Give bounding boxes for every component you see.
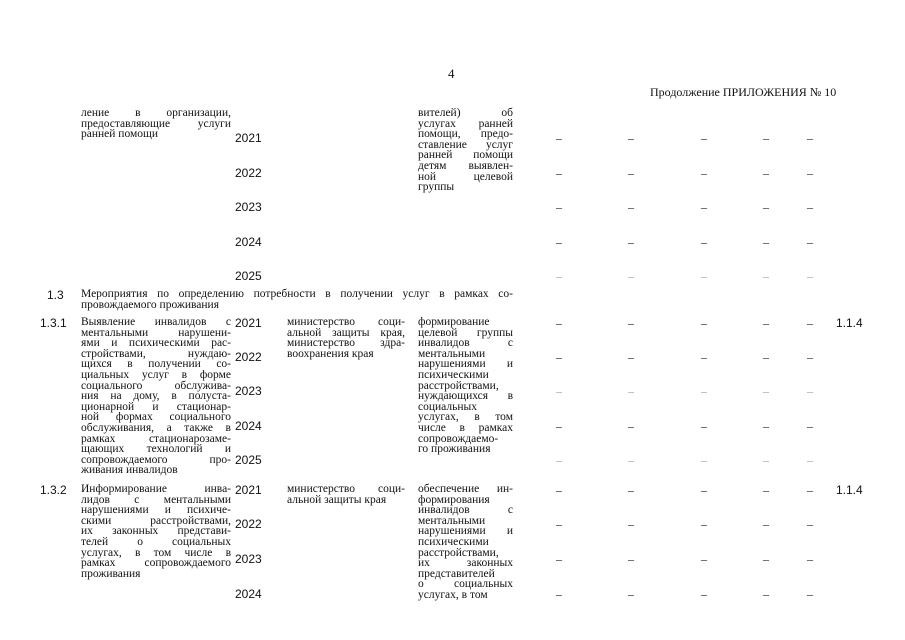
block0-result: ранней помощи xyxy=(418,149,513,162)
row-result: инвалидов с xyxy=(418,337,513,350)
row-executor: министерство здра- xyxy=(287,337,405,350)
row-description: щающих технологий и xyxy=(81,443,231,456)
block0-result: услугах ранней xyxy=(418,117,513,130)
block0-dash: – xyxy=(701,269,707,283)
row-number: 1.3.1 xyxy=(40,316,67,330)
block0-result: ной целевой xyxy=(418,170,513,183)
row-description: услугах, в том числе в xyxy=(81,546,231,559)
row1-dash: – xyxy=(807,419,813,433)
row-description: нарушениями и психиче- xyxy=(81,504,231,517)
row2-dash: – xyxy=(556,587,562,601)
row-executor: альной защиты края, xyxy=(287,326,405,339)
row1-dash: – xyxy=(701,419,707,433)
row2-dash: – xyxy=(556,517,562,531)
row-result: го проживания xyxy=(418,443,491,456)
row-description: их законных представи- xyxy=(81,525,231,538)
row-result: расстройствами, xyxy=(418,379,499,392)
row2-dash: – xyxy=(763,517,769,531)
row-result: нарушениями и xyxy=(418,525,513,538)
year-label: 2024 xyxy=(235,419,262,433)
row-description: ния на дому, в полуста- xyxy=(81,390,231,403)
row-executor: воохранения края xyxy=(287,347,374,360)
row-result: о социальных xyxy=(418,578,513,591)
block0-dash: – xyxy=(628,200,634,214)
row-description: живания инвалидов xyxy=(81,464,178,477)
block0-dash: – xyxy=(628,235,634,249)
year-label: 2021 xyxy=(235,483,262,497)
row1-dash: – xyxy=(701,350,707,364)
row-result: формирование xyxy=(418,316,490,328)
row1-dash: – xyxy=(556,453,562,467)
row-description: ционарной и стационар- xyxy=(81,400,231,413)
row1-dash: – xyxy=(628,384,634,398)
block0-dash: – xyxy=(701,131,707,145)
row1-dash: – xyxy=(628,419,634,433)
block0-dash: – xyxy=(628,166,634,180)
block0-dash: – xyxy=(701,200,707,214)
row2-dash: – xyxy=(701,517,707,531)
row-description: ментальными нарушени- xyxy=(81,326,231,339)
row1-dash: – xyxy=(807,384,813,398)
row-result: услугах, в том xyxy=(418,589,488,601)
row2-dash: – xyxy=(807,517,813,531)
row-executor: министерство соци- xyxy=(287,316,405,328)
year-label: 2022 xyxy=(235,517,262,531)
row1-dash: – xyxy=(763,419,769,433)
block0-description: ление в организации, xyxy=(81,107,231,119)
block0-dash: – xyxy=(763,131,769,145)
indicator-ref: 1.1.4 xyxy=(836,483,863,497)
block0-dash: – xyxy=(556,166,562,180)
block0-result: детям выявлен- xyxy=(418,160,513,172)
row-result: нарушениями и xyxy=(418,358,513,371)
appendix-title: Продолжение ПРИЛОЖЕНИЯ № 10 xyxy=(650,85,837,99)
block0-result: группы xyxy=(418,181,455,194)
block0-dash: – xyxy=(556,200,562,214)
row2-dash: – xyxy=(763,587,769,601)
row1-dash: – xyxy=(701,384,707,398)
year-label: 2023 xyxy=(235,200,262,214)
row-description: скими расстройствами, xyxy=(81,514,231,527)
row-result: услугах, в том xyxy=(418,411,513,424)
row2-dash: – xyxy=(763,483,769,497)
block0-dash: – xyxy=(763,269,769,283)
block0-result: ставление услуг xyxy=(418,138,513,151)
row1-dash: – xyxy=(628,316,634,330)
row2-dash: – xyxy=(807,552,813,566)
row-result: представителей xyxy=(418,567,495,580)
row1-dash: – xyxy=(701,316,707,330)
row-result: обеспечение ин- xyxy=(418,483,513,495)
block0-dash: – xyxy=(701,235,707,249)
year-label: 2021 xyxy=(235,316,262,330)
row-result: их законных xyxy=(418,557,513,570)
row2-dash: – xyxy=(628,483,634,497)
row2-dash: – xyxy=(807,587,813,601)
row1-dash: – xyxy=(556,419,562,433)
block0-dash: – xyxy=(807,235,813,249)
row2-dash: – xyxy=(701,483,707,497)
block0-dash: – xyxy=(628,131,634,145)
section-title: Мероприятия по определению потребности в получении услуг в рамках со- xyxy=(81,288,513,300)
block0-dash: – xyxy=(556,269,562,283)
block0-dash: – xyxy=(807,269,813,283)
block0-result: вителей) об xyxy=(418,107,513,119)
row2-dash: – xyxy=(628,587,634,601)
row-result: сопровождаемо- xyxy=(418,432,499,445)
section-number: 1.3 xyxy=(47,288,64,302)
row-description: социального обслужива- xyxy=(81,379,231,392)
row-description: стройствами, нуждаю- xyxy=(81,347,231,360)
page-number: 4 xyxy=(448,66,455,81)
year-label: 2022 xyxy=(235,166,262,180)
block0-description: ранней помощи xyxy=(81,128,159,141)
row1-dash: – xyxy=(763,453,769,467)
year-label: 2023 xyxy=(235,552,262,566)
row2-dash: – xyxy=(628,517,634,531)
row-description: обслуживания, а также в xyxy=(81,422,231,434)
year-label: 2024 xyxy=(235,587,262,601)
year-label: 2025 xyxy=(235,453,262,467)
block0-dash: – xyxy=(763,166,769,180)
row2-dash: – xyxy=(763,552,769,566)
row-result: формирования xyxy=(418,493,490,506)
section-title: провождаемого проживания xyxy=(81,298,220,311)
row1-dash: – xyxy=(628,350,634,364)
year-label: 2023 xyxy=(235,384,262,398)
row1-dash: – xyxy=(556,384,562,398)
row-description: ями и психическими рас- xyxy=(81,337,231,350)
row1-dash: – xyxy=(763,350,769,364)
row-description: Информирование инва- xyxy=(81,483,231,495)
row-number: 1.3.2 xyxy=(40,483,67,497)
row-executor: альной защиты края xyxy=(287,493,387,506)
row1-dash: – xyxy=(763,316,769,330)
row-result: числе в рамках xyxy=(418,422,513,434)
row1-dash: – xyxy=(807,316,813,330)
row-result: психическими xyxy=(418,536,489,548)
row-executor: министерство соци- xyxy=(287,483,405,495)
year-label: 2025 xyxy=(235,269,262,283)
row-result: расстройствами, xyxy=(418,546,499,559)
row-description: телей о социальных xyxy=(81,536,231,548)
row-description: проживания xyxy=(81,567,141,580)
row-result: ментальными xyxy=(418,347,486,360)
row-description: рамках сопровождаемого xyxy=(81,557,231,570)
row2-dash: – xyxy=(556,552,562,566)
row2-dash: – xyxy=(556,483,562,497)
block0-dash: – xyxy=(556,131,562,145)
indicator-ref: 1.1.4 xyxy=(836,316,863,330)
row1-dash: – xyxy=(807,350,813,364)
row-description: Выявление инвалидов с xyxy=(81,316,231,328)
year-label: 2022 xyxy=(235,350,262,364)
row-description: щихся в получении со- xyxy=(81,358,231,371)
block0-dash: – xyxy=(763,235,769,249)
row2-dash: – xyxy=(701,552,707,566)
block0-description: предоставляющие услуги xyxy=(81,117,231,130)
row-description: сопровождаемого про- xyxy=(81,453,231,466)
row2-dash: – xyxy=(701,587,707,601)
block0-dash: – xyxy=(807,166,813,180)
row1-dash: – xyxy=(556,316,562,330)
block0-dash: – xyxy=(701,166,707,180)
block0-dash: – xyxy=(763,200,769,214)
block0-dash: – xyxy=(628,269,634,283)
row-description: ной формах социального xyxy=(81,411,231,424)
row-result: ментальными xyxy=(418,514,486,527)
row1-dash: – xyxy=(763,384,769,398)
block0-result: помощи, предо- xyxy=(418,128,513,141)
row1-dash: – xyxy=(628,453,634,467)
row2-dash: – xyxy=(628,552,634,566)
row1-dash: – xyxy=(556,350,562,364)
block0-dash: – xyxy=(807,200,813,214)
row2-dash: – xyxy=(807,483,813,497)
row-description: циальных услуг в форме xyxy=(81,369,231,381)
row1-dash: – xyxy=(807,453,813,467)
block0-dash: – xyxy=(807,131,813,145)
row-description: лидов с ментальными xyxy=(81,493,231,506)
year-label: 2024 xyxy=(235,235,262,249)
row1-dash: – xyxy=(701,453,707,467)
row-result: нуждающихся в xyxy=(418,390,513,403)
row-result: социальных xyxy=(418,400,477,413)
row-result: психическими xyxy=(418,369,489,381)
row-description: рамках стационарозаме- xyxy=(81,432,231,445)
row-result: инвалидов с xyxy=(418,504,513,517)
row-result: целевой группы xyxy=(418,326,513,339)
year-label: 2021 xyxy=(235,131,262,145)
block0-dash: – xyxy=(556,235,562,249)
